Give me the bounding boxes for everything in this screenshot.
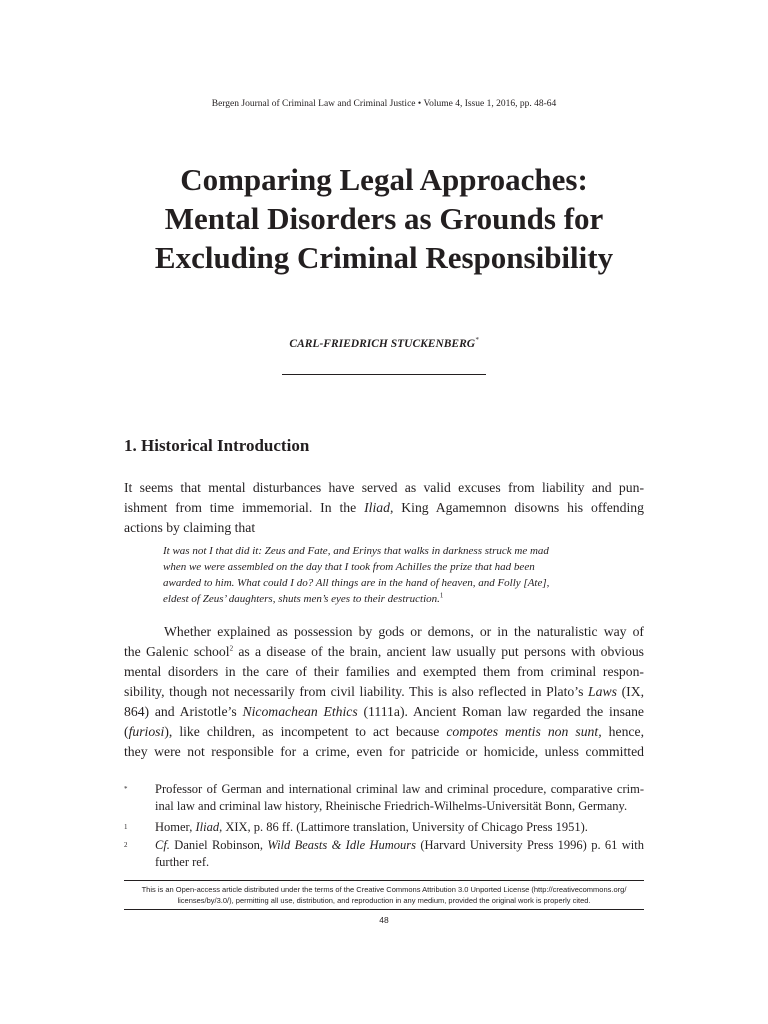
text-line: ishment from time immemorial. In the Iliad, King Agamemnon disowns his offending	[124, 500, 644, 515]
footnote-ref-2[interactable]: 2	[229, 644, 234, 653]
header-bullet: •	[417, 99, 422, 109]
author-line	[0, 336, 768, 350]
paragraph-1	[124, 478, 644, 538]
text-line: actions by claiming that	[124, 520, 256, 535]
journal-name: Bergen Journal of Criminal Law and Criminal Justice	[211, 99, 416, 109]
title-line: Mental Disorders as Grounds for	[164, 201, 604, 236]
text-line: the Galenic school$^2$ as a disease of the brain, ancient law usually put persons with obvious	[124, 644, 644, 659]
text-line: Whether explained as possession by gods or demons, or in the naturalistic way of	[164, 624, 644, 639]
footnote-ref-1[interactable]: 1	[439, 591, 444, 600]
paragraph-2	[124, 622, 644, 762]
text-line: they were not responsible for a crime, even for patricide or homicide, unless committed	[124, 744, 644, 759]
author-name: CARL-FRIEDRICH STUCKENBERG	[289, 337, 476, 350]
footnote-mark: 1	[124, 823, 128, 831]
quote-line: eldest of Zeus’ daughters, shuts men’s eyes to their destruction.$^1$	[163, 591, 444, 605]
footnote-line: inal law and criminal law history, Rheinische Friedrich-Wilhelms-Universität Bonn, Germany.	[155, 799, 628, 813]
quote-line: It was not I that did it: Zeus and Fate, and Erinys that walks in darkness struck me mad	[163, 545, 549, 557]
text-line: mental disorders in the care of their families and exempted them from criminal respon-	[124, 664, 644, 679]
footnote-line: Homer, Iliad, XIX, p. 86 ff. (Lattimore translation, University of Chicago Press 1951).	[155, 820, 588, 834]
footnote-line: further ref.	[155, 855, 210, 869]
footnote-line: Professor of German and international criminal law and criminal procedure, comparative crim-	[155, 782, 644, 796]
license-divider-bottom	[124, 909, 644, 910]
footnote-author	[124, 781, 644, 815]
text-line: It seems that mental disturbances have served as valid excuses from liability and pun-	[124, 480, 644, 495]
footnote-1	[124, 819, 644, 836]
title-divider	[282, 374, 486, 375]
article-title	[60, 160, 708, 277]
footnote-mark: *	[124, 785, 128, 793]
text-line: (furiosi), like children, as incompetent to act because compotes mentis non sunt, hence,	[124, 724, 645, 739]
license-line: This is an Open-access article distributed under the terms of the Creative Commons Attribution 3.0 Unported License (http://creativecommons.org/	[141, 885, 627, 894]
footnote-mark: 2	[124, 841, 128, 849]
block-quote	[163, 543, 613, 607]
issue-info: Volume 4, Issue 1, 2016, pp. 48-64	[423, 99, 557, 109]
running-header	[0, 99, 768, 109]
quote-line: when we were assembled on the day that I took from Achilles the prize that had been	[163, 561, 535, 573]
text-line: 864) and Aristotle’s Nicomachean Ethics (1111a). Ancient Roman law regarded the insane	[124, 704, 645, 719]
quote-line: awarded to him. What could I do? All things are in the hand of heaven, and Folly [Ate],	[163, 577, 550, 589]
footnote-2	[124, 837, 644, 871]
author-footnote-mark[interactable]: *	[475, 336, 479, 344]
page-number: 48	[379, 915, 389, 925]
section-heading: 1. Historical Introduction	[124, 436, 310, 455]
work-title-iliad: Iliad	[364, 500, 390, 515]
footnote-line: Cf. Daniel Robinson, Wild Beasts & Idle Humours (Harvard University Press 1996) p. 61 with	[155, 838, 644, 852]
license-divider-top	[124, 880, 644, 881]
text-line: sibility, though not necessarily from civil liability. This is also reflected in Plato’s Laws (IX,	[124, 684, 644, 699]
license-notice	[124, 884, 644, 906]
title-line: Excluding Criminal Responsibility	[154, 240, 614, 275]
license-line: licenses/by/3.0/), permitting all use, distribution, and reproduction in any medium, provided the original work is properly cited.	[177, 896, 591, 905]
title-line: Comparing Legal Approaches:	[180, 162, 588, 197]
